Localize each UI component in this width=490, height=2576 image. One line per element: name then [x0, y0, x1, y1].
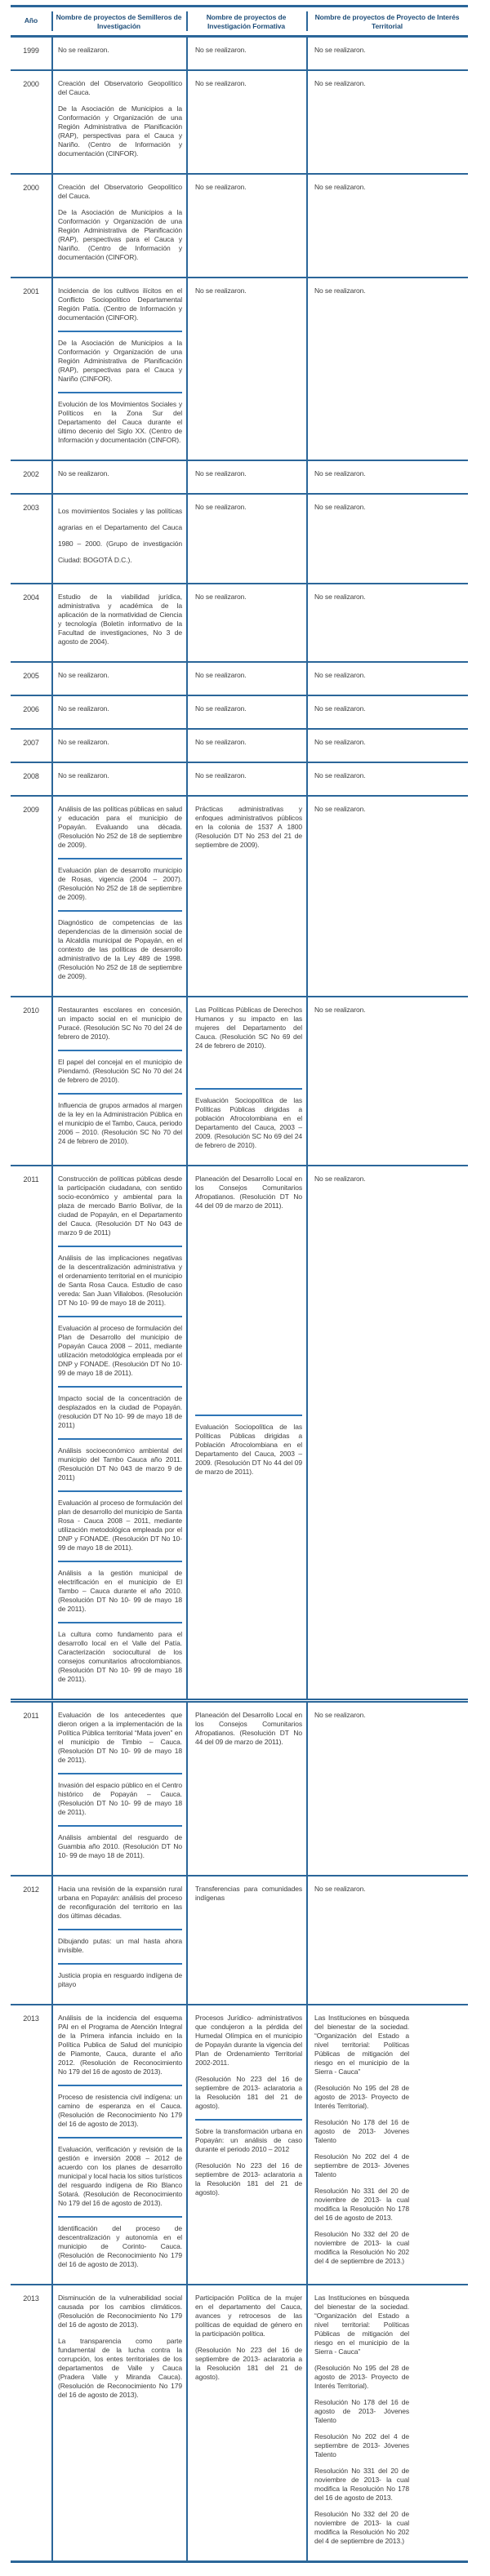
project-item — [58, 2337, 182, 2400]
project-text: Evaluación al proceso de formulación del Plan de Desarrollo del municipio de Popayán Cauca 2008 – 2011, mediante utilización metodológica empleada por el DNP y FONADE. (Resolución DT No 10- 99 de mayo 18 de 2011). — [58, 1324, 182, 1377]
item-separator — [195, 2119, 302, 2121]
project-text: Incidencia de los cultivos ilícitos en el Conflicto Sociopolítico Departamental Región Patía. (Centro de Información y documentación (CINFOR). — [58, 286, 182, 322]
project-text: No se realizaron. — [314, 671, 366, 679]
project-item — [58, 1833, 182, 1860]
table-row — [11, 762, 468, 795]
formativa-cell — [186, 1166, 306, 1699]
project-item — [195, 771, 302, 780]
project-text: No se realizaron. — [195, 286, 247, 295]
project-item — [58, 503, 182, 568]
project-item — [58, 1175, 182, 1237]
project-text: Análisis socioeconómico ambiental del municipio del Tambo Cauca año 2011. (Resolución DT No 043 de marzo 9 de 2011) — [58, 1446, 182, 1481]
formativa-cell — [186, 1703, 306, 1875]
project-item — [58, 2145, 182, 2208]
year-cell: 2007 — [23, 739, 39, 747]
table-row — [11, 69, 468, 173]
year-cell: 2003 — [23, 504, 39, 512]
project-text: Justicia propia en resguardo indígena de pitayo — [58, 1971, 182, 1988]
territorial-cell — [306, 278, 468, 460]
territorial-cell — [306, 2005, 468, 2284]
project-text: No se realizaron. — [314, 79, 366, 87]
table-body — [11, 38, 468, 2560]
item-separator — [195, 1088, 302, 1090]
project-item — [58, 183, 182, 201]
territorial-cell — [306, 71, 468, 173]
project-text: Resolución No 202 del 4 de septiembre de 2013- Jóvenes Talento — [314, 2432, 409, 2458]
semilleros-cell — [51, 71, 186, 173]
formativa-cell — [186, 797, 306, 996]
project-text: (Resolución No 223 del 16 de septiembre de 2013- aclaratoria a la Resolución 181 del 21 de agosto). — [195, 2346, 302, 2381]
project-item — [314, 704, 409, 713]
project-text: Sobre la transformación urbana en Popayán: un análisis de caso durante el periodo 2010 – 2012 — [195, 2127, 302, 2153]
project-item — [314, 2294, 409, 2546]
territorial-cell — [306, 763, 468, 795]
semilleros-cell — [51, 1166, 186, 1699]
project-item — [195, 593, 302, 602]
project-text: Disminución de la vulnerabilidad social causada por los cambios climáticos. (Resolución de Reconocimiento No 179 del 16 de agosto de 2013). — [58, 2294, 182, 2329]
project-item — [195, 738, 302, 747]
project-item — [58, 1885, 182, 1921]
project-text: Creación del Observatorio Geopolítico del Cauca. — [58, 79, 182, 96]
project-text: De la Asociación de Municipios a la Conformación y Organización de una Región Administrativa de Planificación (RAP), perspectivas para el Cauca y Nariño (CINFOR). — [58, 339, 182, 383]
project-text: No se realizaron. — [195, 503, 247, 511]
project-item — [314, 183, 409, 192]
project-item — [58, 400, 182, 445]
item-separator — [58, 2137, 182, 2139]
territorial-cell — [306, 797, 468, 996]
project-item — [195, 2294, 302, 2382]
territorial-cell — [306, 495, 468, 583]
item-separator — [58, 1963, 182, 1965]
table-row — [11, 1699, 468, 1875]
item-separator — [58, 1490, 182, 1492]
project-text: No se realizaron. — [314, 46, 366, 54]
project-item — [195, 469, 302, 478]
project-text: Dibujando putas: un mal hasta ahora invisible. — [58, 1937, 182, 1954]
project-text: (Resolución No 223 del 16 de septiembre de 2013- aclaratoria a la Resolución 181 del 21 de agosto). — [195, 2161, 302, 2196]
project-text: No se realizaron. — [58, 46, 109, 54]
project-item — [58, 704, 182, 713]
project-item — [58, 1711, 182, 1765]
project-text: Resolución No 331 del 20 de noviembre de 2013- la cual modifica la Resolución No 178 del 16 de agosto de 2013. — [314, 2467, 409, 2502]
formativa-cell — [186, 38, 306, 69]
table-row — [11, 277, 468, 460]
territorial-cell — [306, 696, 468, 728]
project-item — [58, 2093, 182, 2129]
formativa-cell — [186, 278, 306, 460]
project-text: No se realizaron. — [314, 1711, 366, 1719]
project-text: No se realizaron. — [314, 771, 366, 779]
territorial-cell — [306, 1703, 468, 1875]
project-text: Creación del Observatorio Geopolítico del Cauca. — [58, 183, 182, 200]
project-item — [58, 339, 182, 384]
project-item — [314, 805, 409, 814]
table-row — [11, 173, 468, 277]
table-row — [11, 795, 468, 996]
project-item — [58, 1499, 182, 1552]
project-text: Evaluación de los antecedentes que dieron origen a la implementación de la Política Pública territorial “Mata joven” en el municipio de Timbio – Cauca. (Resolución DT No 10- 99 de mayo 18 de 2011). — [58, 1711, 182, 1764]
project-text: No se realizaron. — [58, 704, 109, 713]
year-cell: 2013 — [23, 2014, 39, 2023]
formativa-cell — [186, 175, 306, 277]
project-text: No se realizaron. — [195, 79, 247, 87]
project-text: Proceso de resistencia civil indígena: un camino de esperanza en el Cauca. (Resolución de Reconocimiento No 179 del 16 de agosto de 2013). — [58, 2093, 182, 2128]
semilleros-cell — [51, 2005, 186, 2284]
project-text: Las Instituciones en búsqueda del bienestar de la sociedad. “Organización del Estado a nivel territorial: Políticas Públicas de mitigación del riesgo en el municipio de la Sierra - Cauca” — [314, 2294, 409, 2356]
project-item — [58, 771, 182, 780]
item-separator — [58, 1622, 182, 1623]
project-text: Evaluación al proceso de formulación del plan de desarrollo del municipio de Santa Rosa - Cauca 2008 – 2011, mediante utilización metodológica empleada por el DNP y FONADE. (Resolución DT No 10- 99 de mayo 18 de 2011). — [58, 1499, 182, 1552]
project-item — [58, 79, 182, 97]
project-item — [195, 2127, 302, 2197]
formativa-cell — [186, 495, 306, 583]
project-text: Evaluación plan de desarrollo municipio de Rosas, vigencia (2004 – 2007). (Resolución No 252 de 18 de septiembre de 2009). — [58, 866, 182, 901]
semilleros-cell — [51, 461, 186, 493]
project-item — [58, 2014, 182, 2076]
project-text: Evaluación Sociopolítica de las Políticas Públicas dirigidas a población Afrocolombiana en el Departamento del Cauca, 2003 – 2009. (Resolución SC No 69 del 24 de febrero de 2010). — [195, 1096, 302, 1149]
item-separator — [58, 392, 182, 393]
project-text: De la Asociación de Municipios a la Conformación y Organización de una Región Administrativa de Planificación (RAP), perspectivas para el Cauca y Nariño. (Centro de Información y documentación (CINFOR). — [58, 104, 182, 158]
item-separator — [58, 1773, 182, 1774]
item-separator — [58, 1246, 182, 1247]
year-cell: 2008 — [23, 772, 39, 780]
project-text: Impacto social de la concentración de desplazados en la ciudad de Popayán. (resolución DT No 10- 99 de mayo 18 de 2011) — [58, 1394, 182, 1429]
project-text: Resolución No 202 del 4 de septiembre de 2013- Jóvenes Talento — [314, 2152, 409, 2178]
project-item — [314, 771, 409, 780]
formativa-cell — [186, 71, 306, 173]
project-text: No se realizaron. — [195, 704, 247, 713]
project-item — [58, 1254, 182, 1308]
project-text: No se realizaron. — [58, 469, 109, 477]
semilleros-cell — [51, 663, 186, 695]
territorial-cell — [306, 38, 468, 69]
project-item — [58, 286, 182, 322]
project-text: Invasión del espacio público en el Centro histórico de Popayán – Cauca. (Resolución DT No 10- 99 de mayo 18 de 2011). — [58, 1781, 182, 1816]
project-text: Resolución No 332 del 20 de noviembre de 2013- la cual modifica la Resolución No 202 del 4 de septiembre de 2013.) — [314, 2230, 409, 2265]
year-cell: 2013 — [23, 2294, 39, 2303]
project-item — [195, 286, 302, 295]
table-row — [11, 460, 468, 493]
project-item — [195, 46, 302, 55]
item-separator — [58, 2085, 182, 2086]
formativa-cell — [186, 696, 306, 728]
formativa-cell — [186, 763, 306, 795]
year-cell: 2012 — [23, 1885, 39, 1894]
project-item — [195, 1096, 302, 1150]
project-item — [58, 1324, 182, 1378]
year-cell: 2004 — [23, 593, 39, 602]
project-item — [58, 1101, 182, 1146]
project-text: Resolución No 331 del 20 de noviembre de 2013- la cual modifica la Resolución No 178 del 16 de agosto de 2013. — [314, 2187, 409, 2222]
project-text: No se realizaron. — [314, 286, 366, 295]
project-item — [58, 469, 182, 478]
project-text: Prácticas administrativas y enfoques administrativos públicos en la colonia de 1537 A 1800 (Resolución DT No 253 del 21 de septiembre de 2009). — [195, 805, 302, 849]
semilleros-cell — [51, 278, 186, 460]
territorial-cell — [306, 1876, 468, 2004]
project-item — [58, 46, 182, 55]
column-header-territorial: Nombre de proyectos de Proyecto de Interés Territorial — [306, 7, 468, 35]
project-item — [314, 503, 409, 512]
year-cell: 2010 — [23, 1006, 39, 1015]
item-separator — [58, 1929, 182, 1930]
project-item — [195, 805, 302, 850]
project-text: No se realizaron. — [195, 469, 247, 477]
project-item — [195, 503, 302, 512]
project-text: (Resolución No 195 del 28 de agosto de 2013- Proyecto de Interés Territorial). — [314, 2084, 409, 2110]
year-cell: 2002 — [23, 470, 39, 478]
territorial-cell — [306, 2285, 468, 2560]
project-item — [58, 593, 182, 646]
project-item — [58, 671, 182, 680]
table-row — [11, 728, 468, 762]
project-item — [195, 1711, 302, 1747]
item-separator — [58, 910, 182, 912]
project-text: Construcción de políticas públicas desde la participación ciudadana, con sentido socio-económico y ambiental para la plaza de mercado Barrio Bolívar, de la ciudad de Popayán, en el Departamento del Cauca. (Resolución DT No 043 de marzo 9 de 2011) — [58, 1175, 182, 1237]
project-text: No se realizaron. — [314, 503, 366, 511]
project-text: Resolución No 178 del 16 de agosto de 2013- Jóvenes Talento — [314, 2398, 409, 2424]
territorial-cell — [306, 461, 468, 493]
project-text: De la Asociación de Municipios a la Conformación y Organización de una Región Administrativa de Planificación (RAP), perspectivas para el Cauca y Nariño. (Centro de Información y documentación (CINFOR). — [58, 208, 182, 261]
project-text: No se realizaron. — [195, 738, 247, 746]
project-item — [195, 1175, 302, 1210]
table-row — [11, 996, 468, 1165]
year-cell: 2001 — [23, 287, 39, 295]
project-text: No se realizaron. — [314, 704, 366, 713]
project-text: No se realizaron. — [195, 671, 247, 679]
item-separator — [58, 1438, 182, 1440]
table-header — [11, 5, 468, 38]
table-row — [11, 1875, 468, 2004]
project-item — [314, 738, 409, 747]
project-text: Planeación del Desarrollo Local en los Consejos Comunitarios Afropatianos. (Resolución DT No 44 del 09 de marzo de 2011). — [195, 1175, 302, 1210]
project-item — [195, 1006, 302, 1050]
project-item — [314, 286, 409, 295]
project-item — [195, 1885, 302, 1903]
project-text: Planeación del Desarrollo Local en los Consejos Comunitarios Afropatianos. (Resolución DT No 44 del 09 de marzo de 2011). — [195, 1711, 302, 1746]
column-header-semilleros: Nombre de proyectos de Semilleros de Investigación — [51, 7, 186, 35]
project-item — [58, 1006, 182, 1042]
project-text: No se realizaron. — [195, 183, 247, 191]
project-text: Análisis de las políticas públicas en salud y educación para el municipio de Popayán. Evaluando una década. (Resolución No 252 de 18 de septiembre de 2009). — [58, 805, 182, 849]
item-separator — [58, 1386, 182, 1388]
project-item — [58, 1781, 182, 1817]
year-cell: 2011 — [23, 1175, 39, 1184]
project-text: Los movimientos Sociales y las políticas agrarias en el Departamento del Cauca 1980 – 2000. (Grupo de investigación Ciudad: BOGOTÁ D.C.). — [58, 507, 182, 564]
formativa-cell — [186, 663, 306, 695]
semilleros-cell — [51, 38, 186, 69]
project-text: Participación Política de la mujer en el departamento del Cauca, avances y retrocesos de las políticas de equidad de género en la participación política. — [195, 2294, 302, 2338]
year-cell: 2000 — [23, 184, 39, 192]
project-text: No se realizaron. — [314, 1175, 366, 1183]
project-text: No se realizaron. — [314, 1885, 366, 1893]
item-separator — [58, 858, 182, 859]
project-text: No se realizaron. — [58, 671, 109, 679]
project-text: Estudio de la viabilidad jurídica, administrativa y académica de la aplicación de la normatividad de Ciencia y tecnología (Boletín informativo de la Facultad de investigaciones, No 3 de agosto de 2004). — [58, 593, 182, 646]
table-row — [11, 2284, 468, 2560]
table-row — [11, 661, 468, 695]
project-item — [195, 704, 302, 713]
project-text: Diagnóstico de competencias de las dependencias de la dimensión social de la Alcaldía municipal de Popayán, en el contexto de las políticas de desarrollo administrativo de la Ley 489 de 1998. (Resolución No 252 de 18 de septiembre de 2009). — [58, 918, 182, 980]
project-text: La cultura como fundamento para el desarrollo local en el Valle del Patía. Caracterización sociocultural de los consejos comunitarios afrocolombianos. (Resolución DT No 10- 99 de mayo 18 de 2011). — [58, 1630, 182, 1683]
year-cell: 2011 — [23, 1712, 39, 1720]
project-text: No se realizaron. — [314, 183, 366, 191]
territorial-cell — [306, 1166, 468, 1699]
project-text: Resolución No 178 del 16 de agosto de 2013- Jóvenes Talento — [314, 2118, 409, 2144]
project-item — [58, 104, 182, 158]
item-separator — [58, 1050, 182, 1051]
project-item — [314, 1175, 409, 1184]
project-text: Identificación del proceso de descentralización y autonomía en el municipio de Corinto- Cauca. (Resolución de Reconocimiento No 179 del 16 de agosto de 2013). — [58, 2224, 182, 2268]
year-cell: 2000 — [23, 80, 39, 88]
project-item — [195, 671, 302, 680]
project-item — [58, 738, 182, 747]
table-row — [11, 1165, 468, 1699]
project-item — [58, 2294, 182, 2330]
project-text: Evolución de los Movimientos Sociales y Políticos en la Zona Sur del Departamento del Cauca durante el último decenio del Siglo XX. (Centro de Información y documentación (CINFOR). — [58, 400, 182, 444]
project-text: Procesos Jurídico- administrativos que condujeron a la pérdida del Humedal Olímpica en el municipio de Popayán durante la vigencia del Plan de Ordenamiento Territorial 2002-2011. — [195, 2014, 302, 2067]
project-item — [58, 866, 182, 902]
project-item — [314, 46, 409, 55]
formativa-cell — [186, 2005, 306, 2284]
item-separator — [58, 1825, 182, 1827]
project-text: No se realizaron. — [314, 805, 366, 813]
project-text: Hacia una revisión de la expansión rural urbana en Popayán: análisis del proceso de reconfiguración del territorio en las dos últimas décadas. — [58, 1885, 182, 1920]
project-item — [314, 1885, 409, 1894]
project-text: Resolución No 332 del 20 de noviembre de 2013- la cual modifica la Resolución No 202 del 4 de septiembre de 2013.) — [314, 2510, 409, 2545]
project-item — [195, 2014, 302, 2111]
project-text: La transparencia como parte fundamental de la lucha contra la corrupción, los entes territoriales de los departamentos de Valle y Cauca (Pradera Valle y Miranda Cauca). (Resolución de Reconocimiento No 179 del 16 de agosto de 2013). — [58, 2337, 182, 2399]
project-text: No se realizaron. — [314, 469, 366, 477]
semilleros-cell — [51, 495, 186, 583]
project-text: Las Instituciones en búsqueda del bienestar de la sociedad. “Organización del Estado a nivel territorial: Políticas Públicas de mitigación del riesgo en el municipio de la Sierra - Cauca” — [314, 2014, 409, 2076]
project-item — [195, 1423, 302, 1477]
project-item — [58, 1937, 182, 1955]
project-text: No se realizaron. — [314, 1006, 366, 1014]
project-item — [58, 1630, 182, 1684]
project-text: Transferencias para comunidades indígenas — [195, 1885, 302, 1902]
year-cell: 2005 — [23, 672, 39, 680]
project-item — [314, 79, 409, 88]
project-text: Análisis ambiental del resguardo de Guambia año 2010. (Resolución DT No 10- 99 de mayo 18 de 2011). — [58, 1833, 182, 1859]
semilleros-cell — [51, 997, 186, 1165]
year-cell: 2006 — [23, 705, 39, 713]
project-item — [58, 2224, 182, 2269]
project-item — [314, 593, 409, 602]
item-separator — [58, 1561, 182, 1562]
project-text: No se realizaron. — [314, 738, 366, 746]
year-cell: 2009 — [23, 806, 39, 814]
project-text: No se realizaron. — [58, 738, 109, 746]
semilleros-cell — [51, 1876, 186, 2004]
table-row — [11, 695, 468, 728]
item-separator — [58, 331, 182, 332]
project-item — [58, 1569, 182, 1614]
formativa-cell — [186, 1876, 306, 2004]
project-item — [195, 79, 302, 88]
table-row — [11, 583, 468, 661]
formativa-cell — [186, 2285, 306, 2560]
item-separator — [195, 1415, 302, 1416]
project-item — [58, 1394, 182, 1430]
semilleros-cell — [51, 584, 186, 661]
project-text: No se realizaron. — [195, 593, 247, 601]
projects-table — [11, 5, 468, 2563]
column-header-formativa: Nombre de proyectos de Investigación Formativa — [186, 7, 306, 35]
territorial-cell — [306, 730, 468, 762]
project-item — [58, 918, 182, 981]
project-text: No se realizaron. — [58, 771, 109, 779]
table-row — [11, 493, 468, 583]
semilleros-cell — [51, 763, 186, 795]
table-row — [11, 2004, 468, 2284]
semilleros-cell — [51, 2285, 186, 2560]
territorial-cell — [306, 584, 468, 661]
project-text: (Resolución No 195 del 28 de agosto de 2013- Proyecto de Interés Territorial). — [314, 2364, 409, 2390]
project-text: Evaluación, verificación y revisión de la gestión e inversión 2008 – 2012 de acuerdo con los planes de desarrollo municipal y local hacia los sitios turísticos del resguardo indígena de Rio Blanco Sotará. (Resolución de Reconocimiento No 179 del 16 de agosto de 2013). — [58, 2145, 182, 2207]
project-text: El papel del concejal en el municipio de Piendamó. (Resolución SC No 70 del 24 de febrero de 2010). — [58, 1058, 182, 1084]
project-text: Análisis a la gestión municipal de electrificación en el municipio de El Tambo – Cauca durante el año 2010. (Resolución DT No 10- 99 de mayo 18 de 2011). — [58, 1569, 182, 1613]
table-row — [11, 38, 468, 69]
project-text: No se realizaron. — [195, 46, 247, 54]
project-item — [58, 1446, 182, 1482]
project-item — [58, 1971, 182, 1989]
project-item — [58, 805, 182, 850]
project-item — [314, 469, 409, 478]
project-item — [314, 2014, 409, 2266]
year-cell: 1999 — [23, 47, 39, 55]
project-item — [314, 1006, 409, 1015]
semilleros-cell — [51, 696, 186, 728]
territorial-cell — [306, 175, 468, 277]
territorial-cell — [306, 663, 468, 695]
project-text: Restaurantes escolares en concesión, un impacto social en el municipio de Puracé. (Resolución SC No 70 del 24 de febrero de 2010). — [58, 1006, 182, 1041]
project-item — [195, 183, 302, 192]
column-header-year: Año — [24, 16, 38, 24]
project-text: (Resolución No 223 del 16 de septiembre de 2013- aclaratoria a la Resolución 181 del 21 de agosto). — [195, 2075, 302, 2110]
project-text: Análisis de las implicaciones negativas de la descentralización administrativa y el ordenamiento territorial en el municipio de Santa Rosa Cauca. Estudio de caso vereda: San Juan Villalobos. (Resolución DT No 10- 99 de mayo 18 de 2011). — [58, 1254, 182, 1307]
project-text: Las Políticas Públicas de Derechos Humanos y su impacto en las mujeres del Departamento del Cauca. (Resolución SC No 69 del 24 de febrero de 2010). — [195, 1006, 302, 1050]
project-text: Influencia de grupos armados al margen de la ley en la Administración Pública en el municipio de el Tambo, Cauca, periodo 2006 – 2010. (Resolución SC No 70 del 24 de febrero de 2010). — [58, 1101, 182, 1145]
item-separator — [58, 1316, 182, 1317]
semilleros-cell — [51, 1703, 186, 1875]
semilleros-cell — [51, 175, 186, 277]
project-item — [58, 208, 182, 262]
formativa-cell — [186, 461, 306, 493]
project-item — [58, 1058, 182, 1085]
project-text: No se realizaron. — [314, 593, 366, 601]
formativa-cell — [186, 997, 306, 1165]
project-text: Evaluación Sociopolítica de las Políticas Públicas dirigidas a Población Afrocolombiana en el Departamento del Cauca, 2003 – 2009. (Resolución DT No 44 del 09 de marzo de 2011). — [195, 1423, 302, 1476]
formativa-cell — [186, 730, 306, 762]
semilleros-cell — [51, 797, 186, 996]
semilleros-cell — [51, 730, 186, 762]
formativa-cell — [186, 584, 306, 661]
project-item — [314, 1711, 409, 1720]
project-item — [314, 671, 409, 680]
item-separator — [58, 1093, 182, 1095]
project-text: Análisis de la incidencia del esquema PAI en el Programa de Atención Integral de la Primera infancia incluido en la Política Publica de Salud del municipio de Piamonte, Cauca, durante el año 2012. (Resolución de Reconocimiento No 179 del 16 de agosto de 2013). — [58, 2014, 182, 2076]
project-text: No se realizaron. — [195, 771, 247, 779]
territorial-cell — [306, 997, 468, 1165]
item-separator — [58, 2216, 182, 2218]
